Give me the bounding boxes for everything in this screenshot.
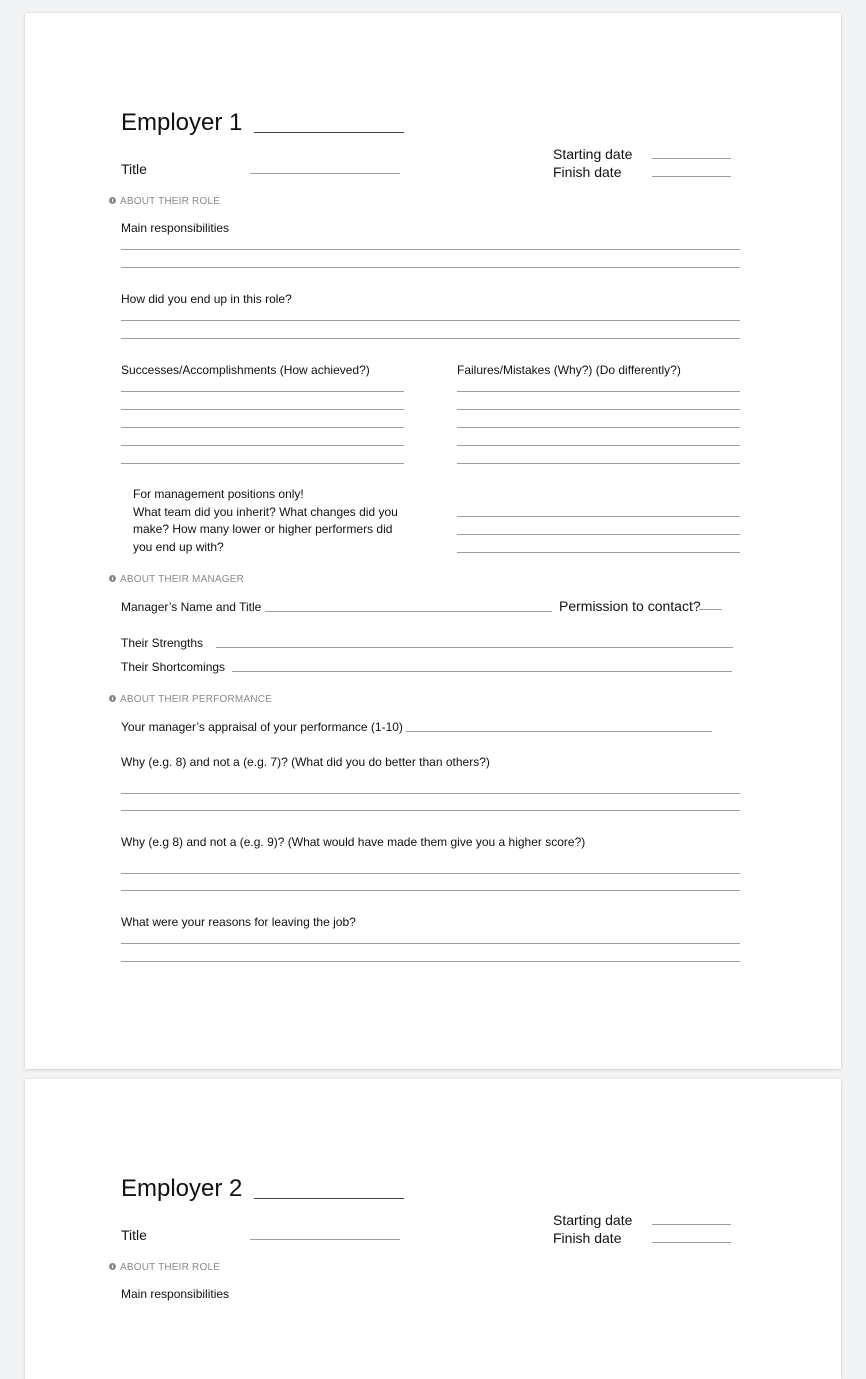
management-line-3[interactable] — [457, 552, 740, 553]
main-responsibilities-label: Main responsibilities — [121, 221, 230, 235]
why-not-lower-line-1[interactable] — [121, 793, 740, 794]
shortcomings-line[interactable] — [232, 671, 732, 672]
section-about-performance: ABOUT THEIR PERFORMANCE — [109, 694, 272, 705]
shortcomings-label: Their Shortcomings — [121, 660, 226, 674]
leaving-question: What were your reasons for leaving the job? — [121, 915, 356, 929]
why-not-higher-question: Why (e.g 8) and not a (e.g. 9)? (What would have made them give you a higher score?) — [121, 835, 586, 849]
section-about-role-2: ABOUT THEIR ROLE — [109, 1262, 220, 1273]
title-label-2: Title — [121, 1227, 147, 1243]
info-icon — [109, 695, 116, 702]
failures-line-1[interactable] — [457, 391, 740, 392]
failures-label: Failures/Mistakes (Why?) (Do differently?) — [457, 363, 681, 377]
info-icon — [109, 575, 116, 582]
title-line-2[interactable] — [250, 1239, 400, 1240]
employer-2-heading: Employer 2 — [121, 1175, 243, 1202]
leaving-line-2[interactable] — [121, 961, 740, 962]
strengths-line[interactable] — [216, 647, 733, 648]
responsibilities-line-1[interactable] — [121, 249, 740, 250]
info-icon — [109, 197, 116, 204]
permission-line[interactable] — [699, 609, 722, 610]
successes-line-1[interactable] — [121, 391, 404, 392]
permission-label: Permission to contact? — [559, 598, 701, 614]
starting-date-line[interactable] — [652, 158, 731, 159]
failures-line-4[interactable] — [457, 445, 740, 446]
document-page-1 — [25, 13, 841, 1069]
title-line[interactable] — [250, 173, 400, 174]
title-label: Title — [121, 161, 147, 177]
why-not-higher-line-1[interactable] — [121, 873, 740, 874]
why-not-lower-question: Why (e.g. 8) and not a (e.g. 7)? (What did you do better than others?) — [121, 755, 490, 769]
document-page-2 — [25, 1079, 841, 1379]
starting-date-label-2: Starting date — [553, 1212, 633, 1228]
employer-1-name-line[interactable] — [254, 132, 404, 133]
failures-line-5[interactable] — [457, 463, 740, 464]
successes-label: Successes/Accomplishments (How achieved?) — [121, 363, 370, 377]
successes-line-5[interactable] — [121, 463, 404, 464]
leaving-line-1[interactable] — [121, 943, 740, 944]
end-up-line-2[interactable] — [121, 338, 740, 339]
why-not-lower-line-2[interactable] — [121, 810, 740, 811]
finish-date-line[interactable] — [652, 176, 731, 177]
failures-line-2[interactable] — [457, 409, 740, 410]
responsibilities-line-2[interactable] — [121, 267, 740, 268]
section-about-role: ABOUT THEIR ROLE — [109, 196, 220, 207]
starting-date-label: Starting date — [553, 146, 633, 162]
manager-name-label: Manager’s Name and Title — [121, 600, 262, 614]
finish-date-line-2[interactable] — [652, 1242, 731, 1243]
management-line-1[interactable] — [457, 516, 740, 517]
appraisal-line[interactable] — [406, 731, 712, 732]
management-question: For management positions only! What team did you inherit? What changes did you make? How many lower or higher performers did you end up with? — [133, 487, 398, 554]
finish-date-label-2: Finish date — [553, 1230, 622, 1246]
why-not-higher-line-2[interactable] — [121, 890, 740, 891]
failures-line-3[interactable] — [457, 427, 740, 428]
main-responsibilities-label-2: Main responsibilities — [121, 1287, 230, 1301]
end-up-question: How did you end up in this role? — [121, 292, 292, 306]
end-up-line-1[interactable] — [121, 320, 740, 321]
successes-line-3[interactable] — [121, 427, 404, 428]
appraisal-label: Your manager’s appraisal of your performance (1-10) — [121, 720, 403, 734]
strengths-label: Their Strengths — [121, 636, 204, 650]
employer-1-heading: Employer 1 — [121, 109, 243, 136]
successes-line-2[interactable] — [121, 409, 404, 410]
starting-date-line-2[interactable] — [652, 1224, 731, 1225]
section-about-manager: ABOUT THEIR MANAGER — [109, 574, 244, 585]
employer-2-name-line[interactable] — [254, 1198, 404, 1199]
manager-name-line[interactable] — [265, 611, 552, 612]
finish-date-label: Finish date — [553, 164, 622, 180]
successes-line-4[interactable] — [121, 445, 404, 446]
info-icon — [109, 1263, 116, 1270]
management-line-2[interactable] — [457, 534, 740, 535]
